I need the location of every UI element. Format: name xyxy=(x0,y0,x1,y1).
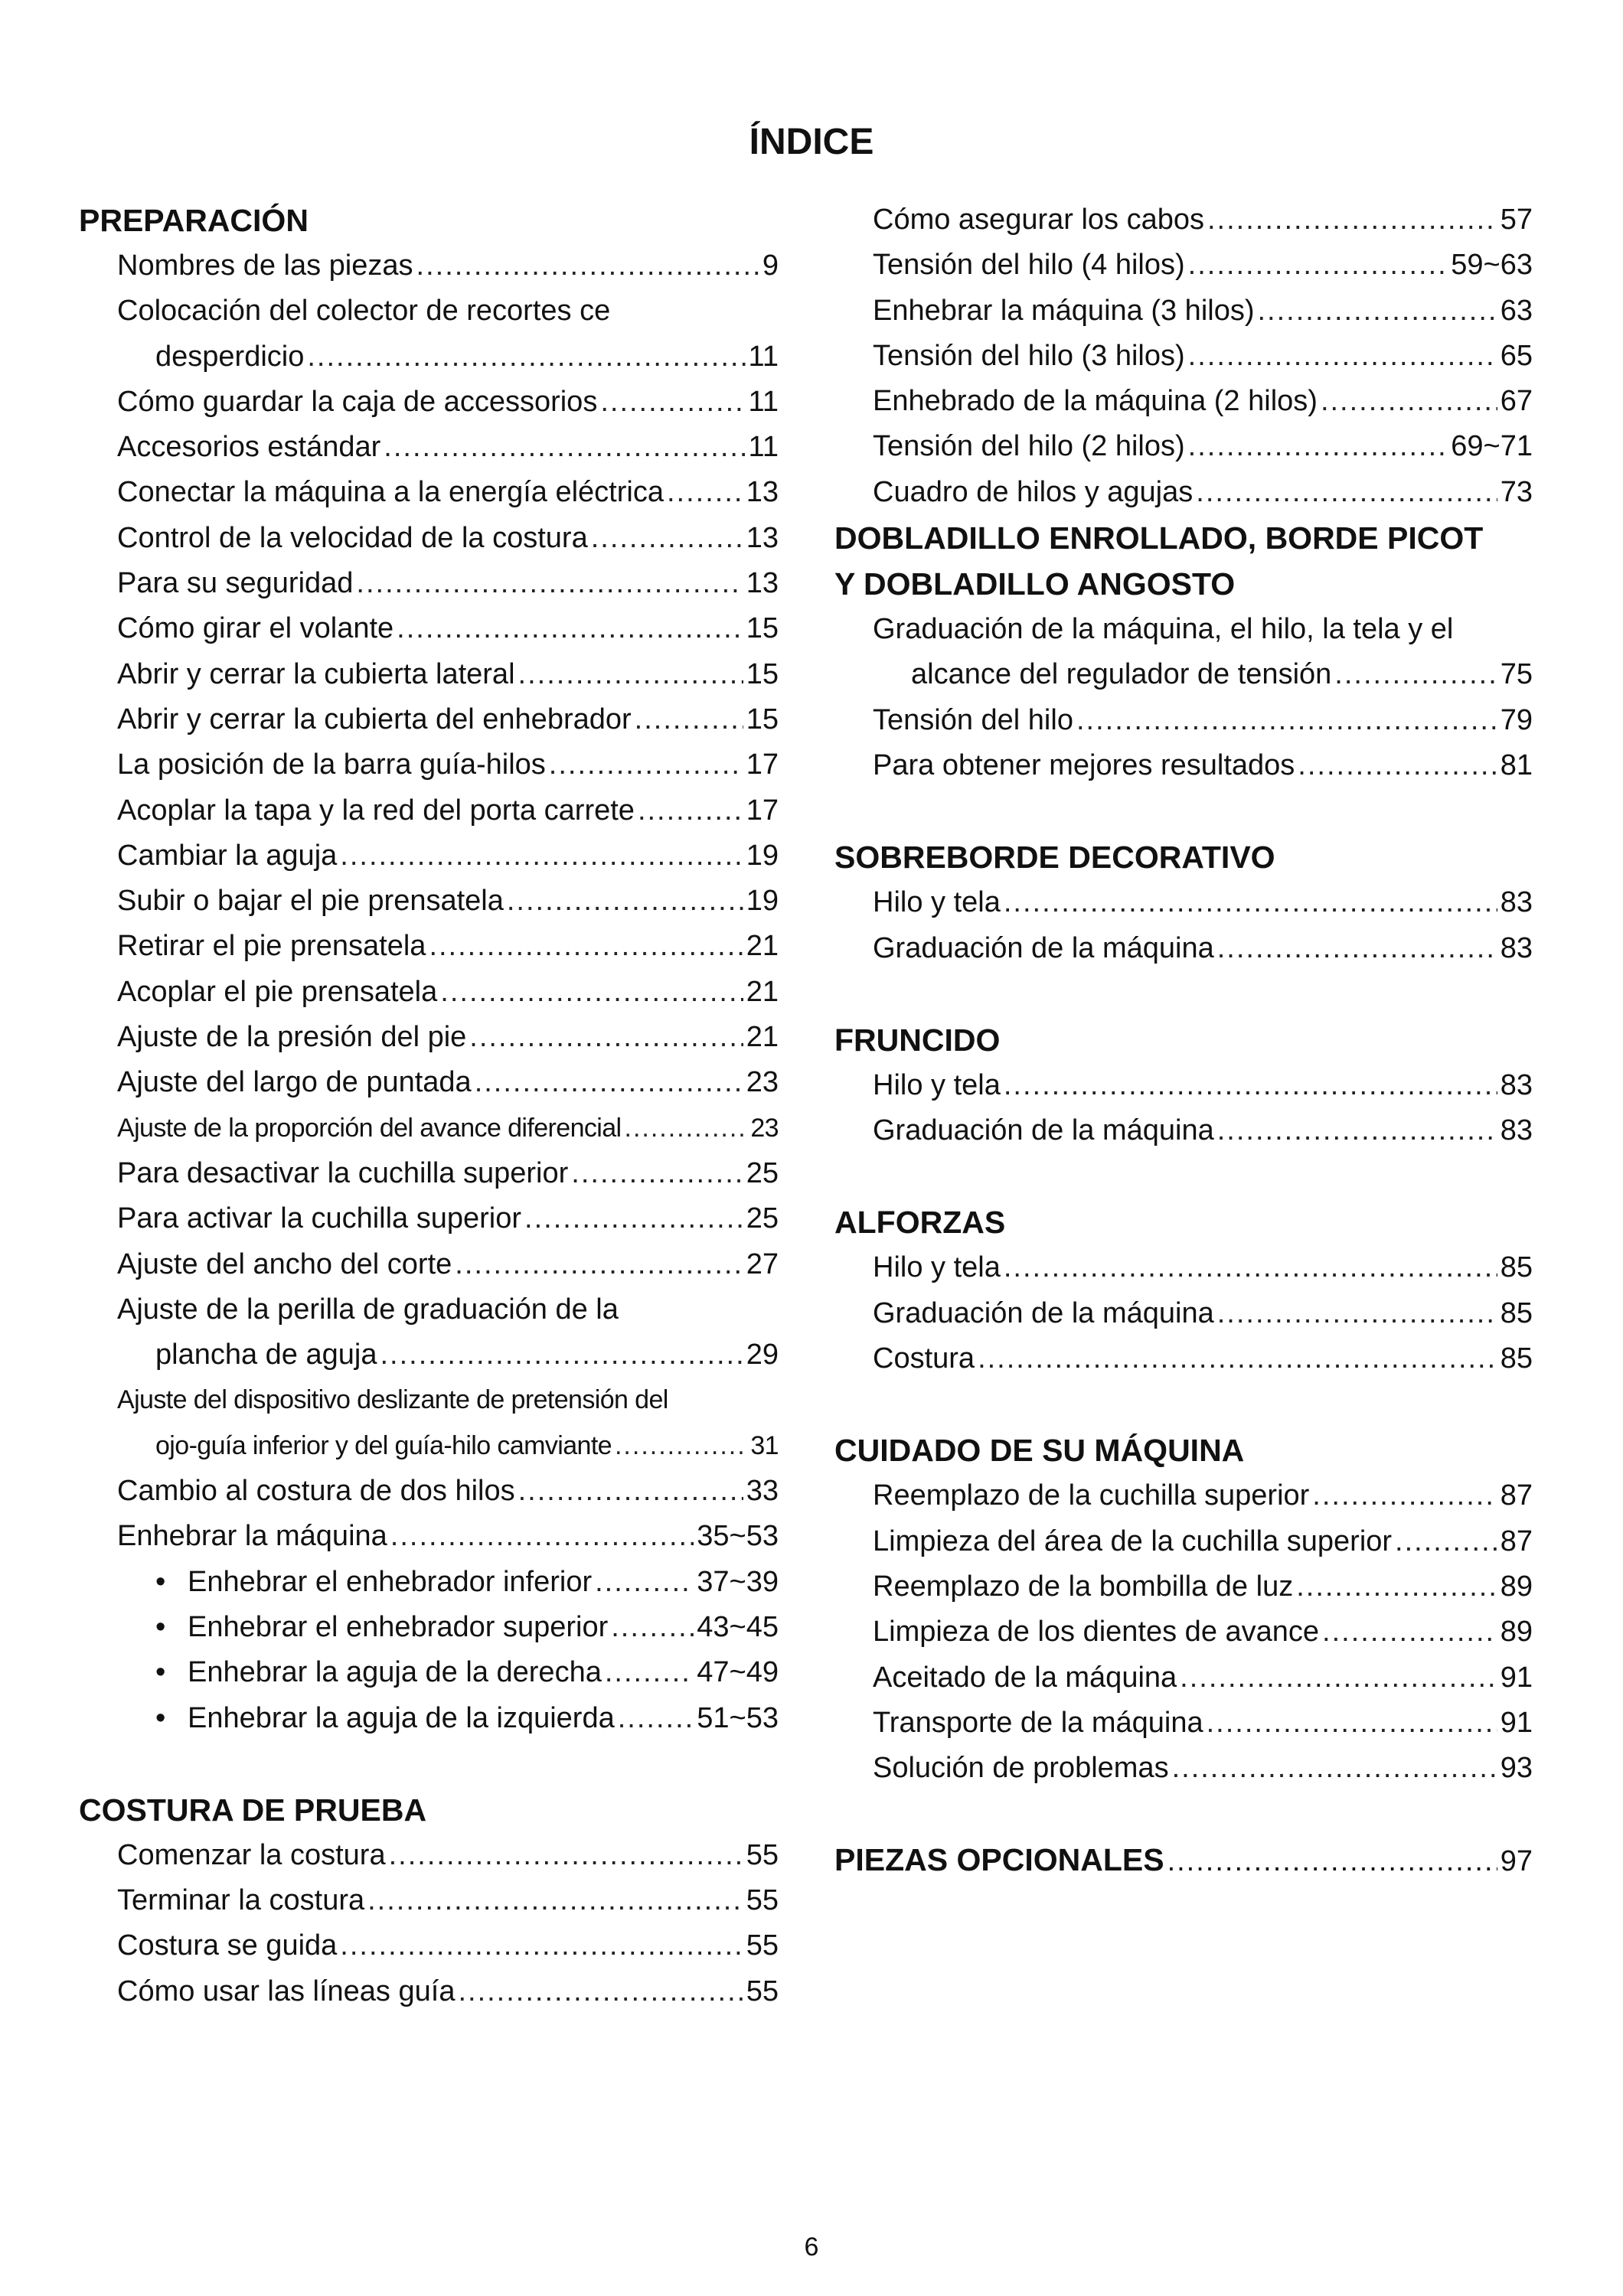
toc-entry[interactable] xyxy=(873,698,1533,743)
entry-label: Cómo girar el volante xyxy=(117,612,394,645)
toc-entry[interactable] xyxy=(873,243,1533,288)
entry-label: Enhebrar la máquina (3 hilos) xyxy=(873,294,1255,327)
toc-entry[interactable] xyxy=(117,1196,779,1241)
toc-entry[interactable] xyxy=(117,697,779,742)
entry-page: 11 xyxy=(748,340,779,373)
leader-dots xyxy=(1207,197,1497,243)
entry-label: Graduación de la máquina xyxy=(873,931,1214,964)
toc-entry[interactable] xyxy=(873,743,1533,788)
entry-page: 13 xyxy=(746,567,779,600)
entry-page: 13 xyxy=(746,521,779,554)
leader-dots xyxy=(1167,1838,1497,1884)
entry-label: Reemplazo de la cuchilla superior xyxy=(873,1479,1310,1512)
toc-entry[interactable] xyxy=(873,926,1533,971)
leader-dots xyxy=(307,334,745,380)
leader-dots xyxy=(1321,379,1497,424)
toc-entry[interactable] xyxy=(117,970,779,1015)
entry-label: Hilo y tela xyxy=(873,1251,1001,1284)
leader-dots xyxy=(380,1332,743,1378)
entry-label: Solución de problemas xyxy=(873,1752,1169,1785)
leader-dots xyxy=(618,1696,694,1741)
toc-entry[interactable] xyxy=(117,425,779,470)
entry-page: 79 xyxy=(1500,703,1533,736)
toc-entry[interactable] xyxy=(873,470,1533,515)
entry-label: Cómo usar las líneas guía xyxy=(117,1975,456,2007)
entry-label: Enhebrar la aguja de la derecha xyxy=(188,1656,602,1689)
toc-entry[interactable] xyxy=(155,1424,779,1469)
toc-entry[interactable] xyxy=(873,1701,1533,1746)
entry-page: 9 xyxy=(762,249,779,282)
entry-label: Ajuste de la presión del pie xyxy=(117,1021,467,1054)
entry-label: Cuadro de hilos y agujas xyxy=(873,475,1194,508)
toc-entry[interactable] xyxy=(117,289,779,334)
entry-label: Cambio al costura de dos hilos xyxy=(117,1475,515,1508)
section-heading: Y DOBLADILLO ANGOSTO xyxy=(834,566,1236,602)
toc-entry[interactable] xyxy=(117,1060,779,1105)
leader-dots xyxy=(600,380,745,425)
entry-page: 29 xyxy=(746,1339,779,1371)
entry-page: 55 xyxy=(746,1838,779,1871)
leader-dots xyxy=(615,1424,747,1469)
toc-entry[interactable] xyxy=(117,1923,779,1968)
toc-entry[interactable] xyxy=(117,1378,779,1423)
entry-label: alcance del regulador de tensión xyxy=(911,658,1332,691)
entry-page: 83 xyxy=(1500,886,1533,919)
leader-dots xyxy=(1188,424,1448,469)
section-costura-prueba xyxy=(79,1787,779,2014)
leader-dots xyxy=(440,970,743,1015)
entry-label: Para activar la cuchilla superior xyxy=(117,1202,522,1235)
section-heading: COSTURA DE PRUEBA xyxy=(79,1792,427,1828)
leader-dots xyxy=(1196,470,1497,515)
entry-page: 73 xyxy=(1500,475,1533,508)
toc-entry[interactable] xyxy=(117,742,779,788)
toc-entry[interactable] xyxy=(873,1519,1533,1564)
entry-page: 55 xyxy=(746,1975,779,2007)
entry-label: Enhebrar la aguja de la izquierda xyxy=(188,1701,615,1734)
entry-label: Accesorios estándar xyxy=(117,431,381,464)
bullet-mark: • xyxy=(155,1565,166,1598)
leader-dots xyxy=(389,1833,743,1878)
leader-dots xyxy=(390,1514,694,1559)
toc-entry[interactable] xyxy=(873,289,1533,334)
toc-entry[interactable] xyxy=(117,1151,779,1196)
entry-page: 15 xyxy=(746,657,779,690)
left-column xyxy=(79,197,779,2060)
leader-dots xyxy=(458,1969,743,2014)
entry-label: Ajuste del dispositivo deslizante de pretensión del xyxy=(117,1385,668,1415)
section-fruncido xyxy=(834,1017,1533,1154)
entry-page: 31 xyxy=(750,1430,779,1460)
toc-entry[interactable] xyxy=(117,516,779,561)
entry-page: 87 xyxy=(1500,1479,1533,1512)
toc-entry[interactable] xyxy=(117,1106,779,1151)
entry-label: Limpieza del área de la cuchilla superior xyxy=(873,1525,1393,1557)
leader-dots xyxy=(1312,1473,1497,1518)
bullet-mark: • xyxy=(155,1656,166,1689)
entry-label: Tensión del hilo (4 hilos) xyxy=(873,249,1185,282)
entry-page: 23 xyxy=(750,1113,779,1143)
toc-entry[interactable] xyxy=(117,561,779,606)
entry-page: 23 xyxy=(746,1066,779,1099)
toc-entry[interactable] xyxy=(117,788,779,833)
entry-page: 17 xyxy=(746,748,779,781)
entry-label: Acoplar la tapa y la red del porta carrete xyxy=(117,794,635,827)
entry-label: Enhebrado de la máquina (2 hilos) xyxy=(873,385,1318,418)
entry-page: 55 xyxy=(746,1884,779,1917)
toc-entry[interactable] xyxy=(117,243,779,289)
bullet-mark: • xyxy=(155,1701,166,1734)
toc-entry[interactable] xyxy=(155,1332,779,1378)
leader-dots xyxy=(667,470,743,515)
toc-entry[interactable] xyxy=(117,879,779,924)
toc-entry[interactable] xyxy=(117,470,779,515)
section-heading: SOBREBORDE DECORATIVO xyxy=(834,840,1275,876)
leader-dots xyxy=(524,1196,743,1241)
toc-entry[interactable] xyxy=(117,1514,779,1559)
entry-page: 11 xyxy=(748,385,779,418)
entry-label: Limpieza de los dientes de avance xyxy=(873,1616,1320,1649)
entry-page: 35~53 xyxy=(697,1520,779,1553)
toc-entry[interactable] xyxy=(873,1609,1533,1655)
entry-label: Enhebrar la máquina xyxy=(117,1520,387,1553)
entry-label: Para desactivar la cuchilla superior xyxy=(117,1156,569,1189)
leader-dots xyxy=(356,561,743,606)
leader-dots xyxy=(340,1923,743,1968)
entry-page: 75 xyxy=(1500,658,1533,691)
section-heading: CUIDADO DE SU MÁQUINA xyxy=(834,1433,1245,1469)
entry-label: Ajuste del ancho del corte xyxy=(117,1247,452,1280)
entry-label: ojo-guía inferior y del guía-hilo camviante xyxy=(155,1430,612,1460)
leader-dots xyxy=(518,1469,743,1514)
leader-dots xyxy=(1180,1655,1497,1701)
entry-page: 69~71 xyxy=(1451,430,1533,463)
entry-page: 21 xyxy=(746,975,779,1008)
entry-label: Ajuste de la perilla de graduación de la xyxy=(117,1293,619,1326)
toc-entry[interactable] xyxy=(117,652,779,697)
leader-dots xyxy=(635,697,743,742)
leader-dots xyxy=(1076,698,1497,743)
section-heading: DOBLADILLO ENROLLADO, BORDE PICOT xyxy=(834,520,1484,556)
leader-dots xyxy=(549,742,743,788)
entry-page: 13 xyxy=(746,476,779,509)
toc-entry[interactable] xyxy=(117,1833,779,1878)
leader-dots xyxy=(1004,880,1497,925)
section-heading: ALFORZAS xyxy=(834,1205,1006,1241)
entry-page: 19 xyxy=(746,885,779,918)
toc-entry[interactable] xyxy=(117,1969,779,2014)
leader-dots xyxy=(595,1560,694,1605)
entry-page: 51~53 xyxy=(697,1701,779,1734)
entry-page: 89 xyxy=(1500,1570,1533,1603)
entry-label: Tensión del hilo (3 hilos) xyxy=(873,339,1185,372)
toc-entry[interactable] xyxy=(117,924,779,969)
entry-page: 83 xyxy=(1500,1114,1533,1147)
entry-page: 87 xyxy=(1500,1525,1533,1557)
section-cuidado xyxy=(834,1427,1533,1791)
leader-dots xyxy=(429,924,743,969)
entry-page: 25 xyxy=(746,1156,779,1189)
entry-label: Abrir y cerrar la cubierta del enhebrador xyxy=(117,703,632,735)
toc-entry[interactable] xyxy=(155,1605,779,1650)
leader-dots xyxy=(1298,743,1497,788)
entry-label: Nombres de las piezas xyxy=(117,249,413,282)
entry-page: 93 xyxy=(1500,1752,1533,1785)
entry-label: Hilo y tela xyxy=(873,886,1001,919)
entry-label: Aceitado de la máquina xyxy=(873,1661,1177,1694)
toc-entry[interactable] xyxy=(155,334,779,380)
entry-label: Tensión del hilo (2 hilos) xyxy=(873,430,1185,463)
entry-page: 67 xyxy=(1500,385,1533,418)
entry-page: 91 xyxy=(1500,1661,1533,1694)
leader-dots xyxy=(1004,1245,1497,1290)
entry-label: Acoplar el pie prensatela xyxy=(117,975,438,1008)
entry-page: 21 xyxy=(746,1021,779,1054)
section-preparacion xyxy=(79,197,779,1741)
toc-entry[interactable] xyxy=(117,606,779,651)
entry-label: Para su seguridad xyxy=(117,567,354,600)
entry-page: 37~39 xyxy=(697,1565,779,1598)
entry-page: 83 xyxy=(1500,931,1533,964)
toc-entry[interactable] xyxy=(873,1564,1533,1609)
entry-page: 89 xyxy=(1500,1616,1533,1649)
entry-label: Ajuste del largo de puntada xyxy=(117,1066,472,1099)
toc-entry[interactable] xyxy=(873,1063,1533,1108)
leader-dots xyxy=(1395,1519,1497,1564)
leader-dots xyxy=(1207,1701,1497,1746)
toc-entry[interactable] xyxy=(155,1696,779,1741)
toc-entry[interactable] xyxy=(873,379,1533,424)
toc-entry[interactable] xyxy=(117,1015,779,1060)
section-heading: PIEZAS OPCIONALES xyxy=(834,1842,1164,1878)
entry-label: Costura xyxy=(873,1342,975,1375)
entry-label: Transporte de la máquina xyxy=(873,1706,1203,1739)
entry-label: Hilo y tela xyxy=(873,1068,1001,1101)
leader-dots xyxy=(475,1060,743,1105)
leader-dots xyxy=(469,1015,743,1060)
leader-dots xyxy=(1217,1108,1497,1153)
toc-entry[interactable] xyxy=(873,880,1533,925)
entry-page: 15 xyxy=(746,612,779,645)
leader-dots xyxy=(1004,1063,1497,1108)
toc-entry[interactable] xyxy=(911,652,1533,697)
entry-label: Enhebrar el enhebrador superior xyxy=(188,1610,609,1643)
section-piezas-opcionales xyxy=(834,1837,1533,1884)
entry-label: Cambiar la aguja xyxy=(117,839,338,872)
entry-label: Control de la velocidad de la costura xyxy=(117,521,588,554)
leader-dots xyxy=(1322,1609,1497,1655)
leader-dots xyxy=(416,243,759,289)
toc-entry[interactable] xyxy=(873,607,1533,652)
toc-entry[interactable] xyxy=(873,1473,1533,1518)
toc-entry[interactable] xyxy=(117,1469,779,1514)
page-title: ÍNDICE xyxy=(749,122,874,162)
entry-page: 43~45 xyxy=(697,1610,779,1643)
section-dobladillo xyxy=(834,515,1533,788)
leader-dots xyxy=(397,606,743,651)
toc-entry[interactable] xyxy=(117,1287,779,1332)
toc-entry[interactable] xyxy=(834,1837,1533,1884)
leader-dots xyxy=(507,879,743,924)
toc-entry[interactable] xyxy=(873,1108,1533,1153)
toc-entry[interactable] xyxy=(873,424,1533,469)
leader-dots xyxy=(1188,243,1448,288)
toc-entry[interactable] xyxy=(873,1746,1533,1791)
bullet-mark: • xyxy=(155,1610,166,1643)
entry-label: Cómo guardar la caja de accessorios xyxy=(117,385,598,418)
entry-page: 63 xyxy=(1500,294,1533,327)
section-alforzas xyxy=(834,1199,1533,1381)
entry-page: 27 xyxy=(746,1247,779,1280)
entry-page: 19 xyxy=(746,839,779,872)
toc-entry[interactable] xyxy=(873,197,1533,243)
entry-label: Terminar la costura xyxy=(117,1884,365,1917)
leader-dots xyxy=(367,1878,743,1923)
leader-dots xyxy=(455,1242,743,1287)
section-sobreborde xyxy=(834,834,1533,971)
entry-label: Comenzar la costura xyxy=(117,1838,386,1871)
toc-entry[interactable] xyxy=(155,1650,779,1695)
entry-label: Conectar la máquina a la energía eléctrica xyxy=(117,476,664,509)
leader-dots xyxy=(605,1650,694,1695)
entry-label: Graduación de la máquina xyxy=(873,1296,1214,1329)
leader-dots xyxy=(1217,1291,1497,1336)
page-number: 6 xyxy=(804,2232,819,2262)
leader-dots xyxy=(1188,334,1497,379)
leader-dots xyxy=(571,1151,743,1196)
leader-dots xyxy=(638,788,743,833)
section-continuation xyxy=(834,197,1533,515)
toc-entry[interactable] xyxy=(117,1242,779,1287)
leader-dots xyxy=(340,833,743,879)
entry-page: 57 xyxy=(1500,204,1533,236)
entry-label: Costura se guida xyxy=(117,1929,338,1962)
leader-dots xyxy=(1172,1746,1497,1791)
entry-label: Reemplazo de la bombilla de luz xyxy=(873,1570,1294,1603)
leader-dots xyxy=(1258,289,1497,334)
entry-page: 55 xyxy=(746,1929,779,1962)
entry-label: Graduación de la máquina, el hilo, la tela y el xyxy=(873,613,1454,646)
entry-label: Enhebrar el enhebrador inferior xyxy=(188,1565,593,1598)
leader-dots xyxy=(1296,1564,1497,1609)
entry-page: 85 xyxy=(1500,1296,1533,1329)
leader-dots xyxy=(611,1605,694,1650)
entry-page: 65 xyxy=(1500,339,1533,372)
entry-page: 17 xyxy=(746,794,779,827)
entry-label: Ajuste de la proporción del avance diferencial xyxy=(117,1113,622,1143)
entry-label: desperdicio xyxy=(155,340,305,373)
leader-dots xyxy=(978,1336,1497,1381)
entry-page: 83 xyxy=(1500,1068,1533,1101)
leader-dots xyxy=(591,516,743,561)
entry-page: 81 xyxy=(1500,748,1533,781)
entry-page: 47~49 xyxy=(697,1656,779,1689)
entry-label: Abrir y cerrar la cubierta lateral xyxy=(117,657,515,690)
toc-entry[interactable] xyxy=(873,334,1533,379)
entry-label: Tensión del hilo xyxy=(873,703,1073,736)
entry-label: Subir o bajar el pie prensatela xyxy=(117,885,504,918)
entry-page: 85 xyxy=(1500,1251,1533,1284)
entry-page: 15 xyxy=(746,703,779,735)
section-heading: PREPARACIÓN xyxy=(79,203,309,238)
entry-page: 11 xyxy=(748,431,779,464)
entry-label: plancha de aguja xyxy=(155,1339,377,1371)
entry-label: La posición de la barra guía-hilos xyxy=(117,748,546,781)
entry-label: Cómo asegurar los cabos xyxy=(873,204,1204,236)
leader-dots xyxy=(625,1106,748,1151)
leader-dots xyxy=(518,652,743,697)
toc-entry[interactable] xyxy=(117,1878,779,1923)
toc-entry[interactable] xyxy=(117,833,779,879)
toc-entry[interactable] xyxy=(873,1336,1533,1381)
entry-page: 97 xyxy=(1500,1845,1533,1878)
entry-page: 33 xyxy=(746,1475,779,1508)
toc-entry[interactable] xyxy=(155,1560,779,1605)
leader-dots xyxy=(384,425,745,470)
toc-entry[interactable] xyxy=(873,1655,1533,1701)
entry-page: 59~63 xyxy=(1451,249,1533,282)
toc-entry[interactable] xyxy=(873,1291,1533,1336)
toc-entry[interactable] xyxy=(117,380,779,425)
entry-label: Para obtener mejores resultados xyxy=(873,748,1295,781)
entry-label: Graduación de la máquina xyxy=(873,1114,1214,1147)
toc-entry[interactable] xyxy=(873,1245,1533,1290)
right-column xyxy=(834,197,1533,1930)
entry-page: 25 xyxy=(746,1202,779,1235)
leader-dots xyxy=(1334,652,1497,697)
section-heading: FRUNCIDO xyxy=(834,1022,1001,1058)
leader-dots xyxy=(1217,926,1497,971)
entry-label: Retirar el pie prensatela xyxy=(117,930,426,963)
entry-page: 85 xyxy=(1500,1342,1533,1375)
entry-page: 21 xyxy=(746,930,779,963)
entry-label: Colocación del colector de recortes ce xyxy=(117,295,611,328)
entry-page: 91 xyxy=(1500,1706,1533,1739)
